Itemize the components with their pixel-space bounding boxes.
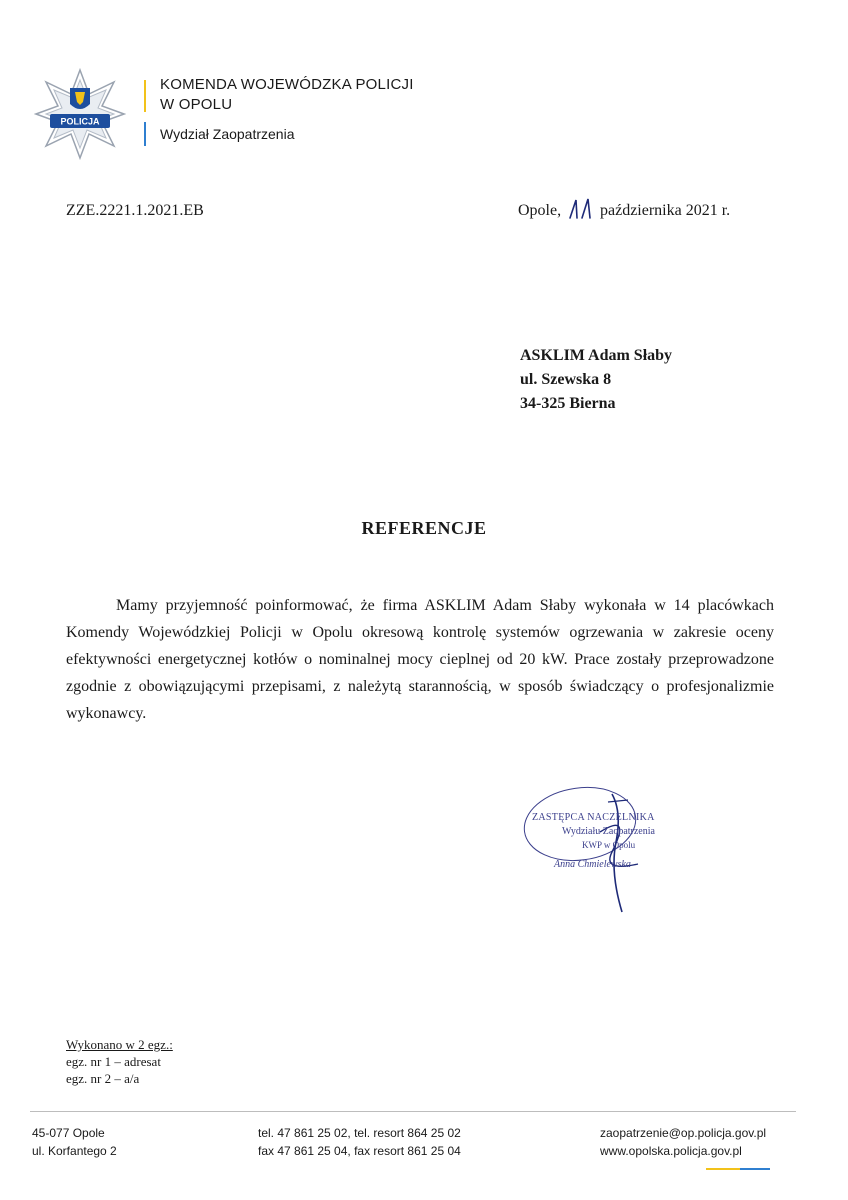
- stamp-name: Anna Chmielewska: [554, 859, 631, 870]
- handwritten-day: [566, 194, 596, 222]
- footer-website[interactable]: www.opolska.policja.gov.pl: [600, 1144, 742, 1158]
- document-title: REFERENCJE: [361, 518, 487, 538]
- copy-1: egz. nr 1 – adresat: [66, 1054, 161, 1069]
- copies-header: Wykonano w 2 egz.:: [66, 1037, 173, 1052]
- letter-body: [66, 592, 774, 727]
- date-city: Opole,: [518, 202, 562, 219]
- institution-city: W OPOLU: [160, 96, 233, 113]
- copies-note: [66, 1036, 173, 1087]
- stamp-title: ZASTĘPCA NACZELNIKA: [532, 812, 655, 823]
- footer-address: [32, 1124, 117, 1160]
- body-paragraph: Mamy przyjemność poinformować, że firma ASKLIM Adam Słaby wykonała w 14 placówkach Komendy Wojewódzkiej Policji w Opolu okresową kontrolę systemów ogrzewania w zakresie oceny efektywności energetycznej kotłów o nominalnej mocy cieplnej od 20 kW. Prace zostały przeprowadzone zgodnie z obowiązującymi przepisami, z należytą starannością, w sposób świadczący o profesjonalizmie wykonawcy.: [66, 597, 774, 722]
- footer-postal: 45-077 Opole: [32, 1126, 105, 1140]
- footer-accent-blue: [740, 1168, 770, 1170]
- police-star-logo: [34, 68, 126, 160]
- footer-email[interactable]: zaopatrzenie@op.policja.gov.pl: [600, 1126, 767, 1140]
- footer-fax: fax 47 861 25 04, fax resort 861 25 04: [258, 1144, 461, 1158]
- footer-street: ul. Korfantego 2: [32, 1144, 117, 1158]
- stamp-department: Wydziału Zaopatrzenia: [562, 826, 655, 837]
- header-accent-yellow: [144, 80, 146, 112]
- header-accent-blue: [144, 122, 146, 146]
- stamp-unit: KWP w Opolu: [582, 840, 636, 850]
- logo-text: POLICJA: [60, 116, 100, 127]
- footer-accent-yellow: [706, 1168, 740, 1170]
- footer-phone: tel. 47 861 25 02, tel. resort 864 25 02: [258, 1126, 461, 1140]
- footer-divider: [30, 1111, 796, 1112]
- footer-contact: [258, 1124, 461, 1160]
- recipient-city: 34-325 Bierna: [520, 395, 616, 412]
- recipient-address: [520, 344, 672, 416]
- institution-name: KOMENDA WOJEWÓDZKA POLICJI: [160, 76, 414, 93]
- footer-web: [600, 1124, 766, 1160]
- date-text: października 2021 r.: [600, 202, 731, 219]
- reference-number: ZZE.2221.1.2021.EB: [66, 202, 204, 219]
- recipient-street: ul. Szewska 8: [520, 371, 612, 388]
- copy-2: egz. nr 2 – a/a: [66, 1071, 140, 1086]
- recipient-name: ASKLIM Adam Słaby: [520, 347, 673, 364]
- department-name: Wydział Zaopatrzenia: [160, 126, 295, 142]
